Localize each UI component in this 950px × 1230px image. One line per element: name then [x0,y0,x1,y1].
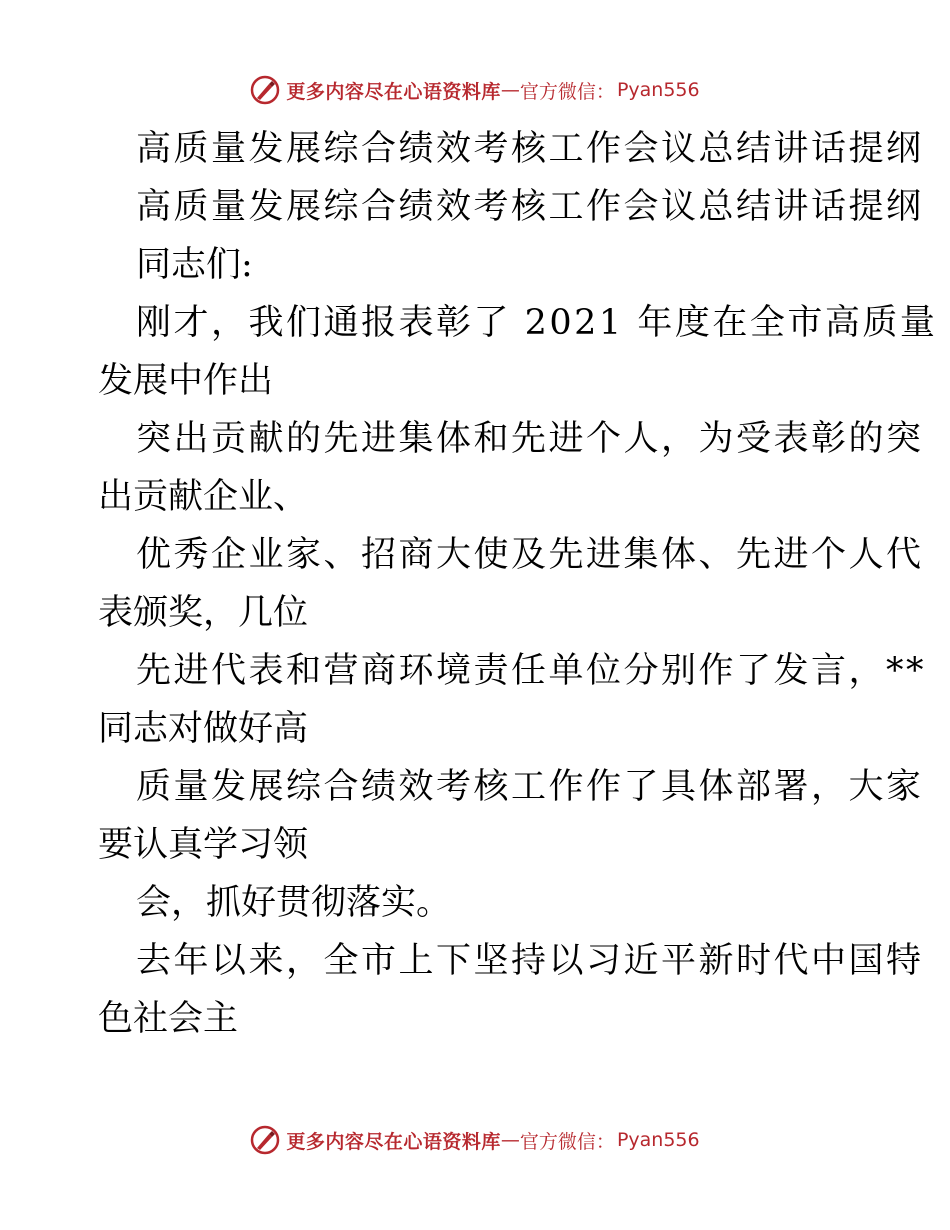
paragraph-line: 会，抓好贯彻落实。 [136,883,452,923]
paragraph-line: 先进代表和营商环境责任单位分别作了发言，** [136,651,927,691]
footer-banner [0,1120,950,1160]
paragraph-line: 突出贡献的先进集体和先进个人，为受表彰的突 [136,419,924,459]
pen-logo-icon [250,75,280,105]
doc-subtitle: 高质量发展综合绩效考核工作会议总结讲话提纲 [136,187,924,227]
paragraph-line: 质量发展综合绩效考核工作作了具体部署，大家 [136,767,924,807]
paragraph-line: 同志对做好高 [98,709,309,749]
document-body [98,120,938,1048]
paragraph-line: 色社会主 [98,999,239,1039]
banner-wechat-label: 官方微信： [519,80,615,103]
paragraph-line: 发展中作出 [98,361,274,401]
paragraph-line: 要认真学习领 [98,825,309,865]
banner-ad-text: 更多内容尽在心语资料库 [286,1130,501,1153]
banner-dash: — [500,79,520,101]
banner-ad-text: 更多内容尽在心语资料库 [286,80,501,103]
banner-dash: — [500,1129,520,1151]
pen-logo-icon [250,1125,280,1155]
doc-title: 高质量发展综合绩效考核工作会议总结讲话提纲 [136,129,924,169]
banner-wechat-id: Pyan556 [616,1129,700,1151]
paragraph-line: 表颁奖，几位 [98,593,309,633]
header-banner [0,70,950,110]
paragraph-line: 优秀企业家、招商大使及先进集体、先进个人代 [136,535,924,575]
banner-wechat-id: Pyan556 [616,79,700,101]
paragraph-line: 去年以来，全市上下坚持以习近平新时代中国特 [136,941,924,981]
salutation: 同志们: [136,245,253,285]
paragraph-line: 刚才，我们通报表彰了 2021 年度在全市高质量 [136,303,938,343]
paragraph-line: 出贡献企业、 [98,477,309,517]
banner-wechat-label: 官方微信： [519,1130,615,1153]
